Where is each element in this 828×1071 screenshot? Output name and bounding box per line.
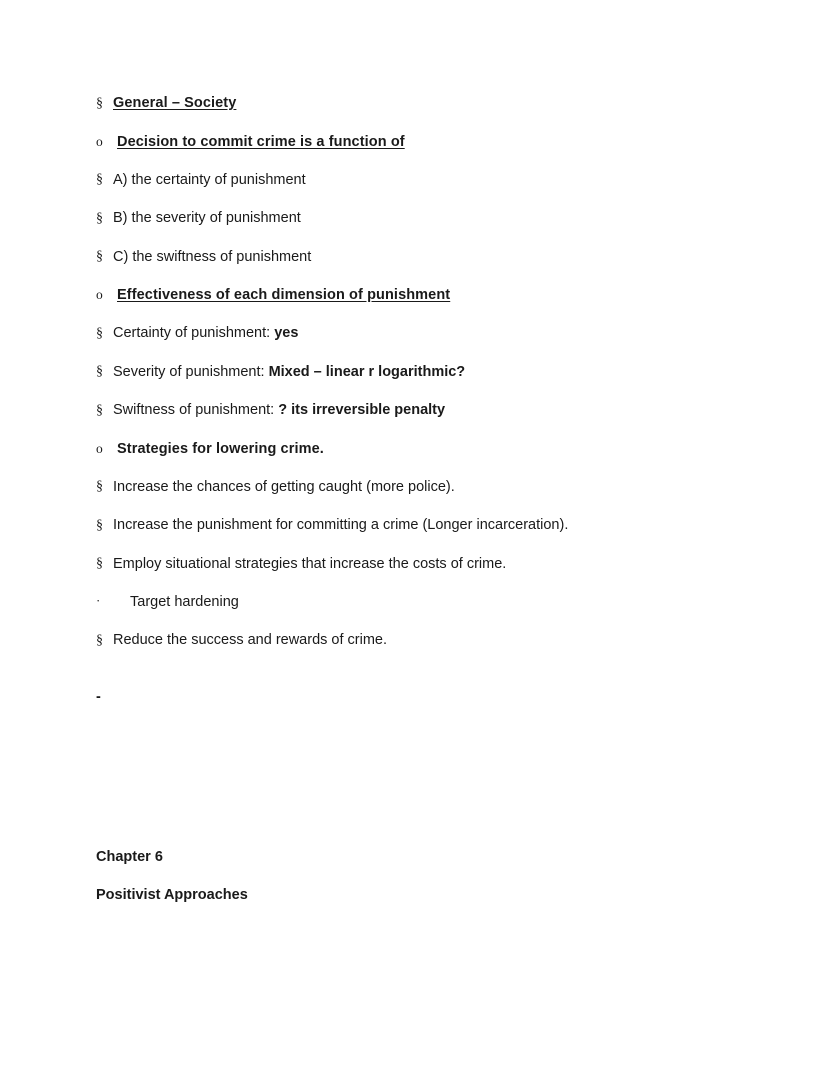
section-sign-bullet-icon: § [96, 402, 103, 418]
list-item-text [113, 326, 298, 341]
list-item [96, 250, 736, 265]
list-item [96, 211, 736, 226]
list-item-text: A) the certainty of punishment [113, 171, 306, 188]
list-item-value: ? its irreversible penalty [278, 402, 446, 418]
circle-bullet-icon: o [96, 133, 103, 149]
section-sign-bullet-icon: § [96, 95, 103, 111]
section-sign-bullet-icon: § [96, 249, 103, 264]
list-item-text: Employ situational strategies that increase the costs of crime. [113, 555, 507, 572]
list-item [96, 557, 736, 572]
block-spacer [96, 672, 736, 690]
section-sign-bullet-icon: § [96, 325, 103, 341]
list-item [96, 480, 736, 495]
list-item-text: Increase the chances of getting caught (more police). [113, 478, 455, 495]
list-item-text: B) the severity of punishment [113, 210, 301, 226]
section-sign-bullet-icon: § [96, 364, 103, 379]
list-item-text: Increase the punishment for committing a crime (Longer incarceration). [113, 517, 569, 533]
section-sign-bullet-icon: § [96, 556, 103, 571]
list-item-text: Strategies for lowering crime. [117, 440, 324, 457]
section-sign-bullet-icon: § [96, 632, 103, 648]
section-sign-bullet-icon: § [96, 479, 103, 494]
chapter-number: Chapter 6 [96, 849, 163, 865]
list-item [96, 403, 736, 418]
chapter-title: Positivist Approaches [96, 887, 248, 903]
list-item-value: Mixed – linear r logarithmic? [268, 363, 466, 380]
circle-bullet-icon: o [96, 287, 103, 302]
list-item [96, 173, 736, 188]
list-item-text [113, 365, 465, 380]
list-item [96, 365, 736, 380]
list-item-label: Severity of punishment: [113, 363, 265, 380]
trailing-dash: - [96, 688, 101, 705]
section-sign-bullet-icon: § [96, 517, 103, 533]
list-item [96, 288, 736, 303]
dot-bullet-icon: · [96, 593, 101, 608]
list-item-text: General – Society [113, 95, 237, 111]
list-item [96, 135, 736, 150]
list-item-text [113, 403, 445, 418]
list-item [96, 442, 736, 457]
list-item-text: Decision to commit crime is a function of [117, 133, 405, 150]
list-item [96, 326, 736, 341]
list-item-label: Certainty of punishment: [113, 325, 271, 341]
list-item-text: C) the swiftness of punishment [113, 248, 312, 265]
list-item-text: Target hardening [130, 594, 239, 610]
list-item-text: Reduce the success and rewards of crime. [113, 632, 388, 648]
list-item [96, 96, 736, 111]
list-item-label: Swiftness of punishment: [113, 402, 275, 418]
list-item [96, 518, 736, 533]
chapter-heading-block [96, 850, 736, 926]
section-sign-bullet-icon: § [96, 210, 103, 226]
outline-list [96, 96, 736, 728]
list-item [96, 595, 736, 610]
list-item-text: Effectiveness of each dimension of punishment [117, 287, 451, 303]
section-sign-bullet-icon: § [96, 172, 103, 187]
circle-bullet-icon: o [96, 440, 103, 456]
list-item [96, 633, 736, 648]
list-item-value: yes [274, 325, 299, 341]
